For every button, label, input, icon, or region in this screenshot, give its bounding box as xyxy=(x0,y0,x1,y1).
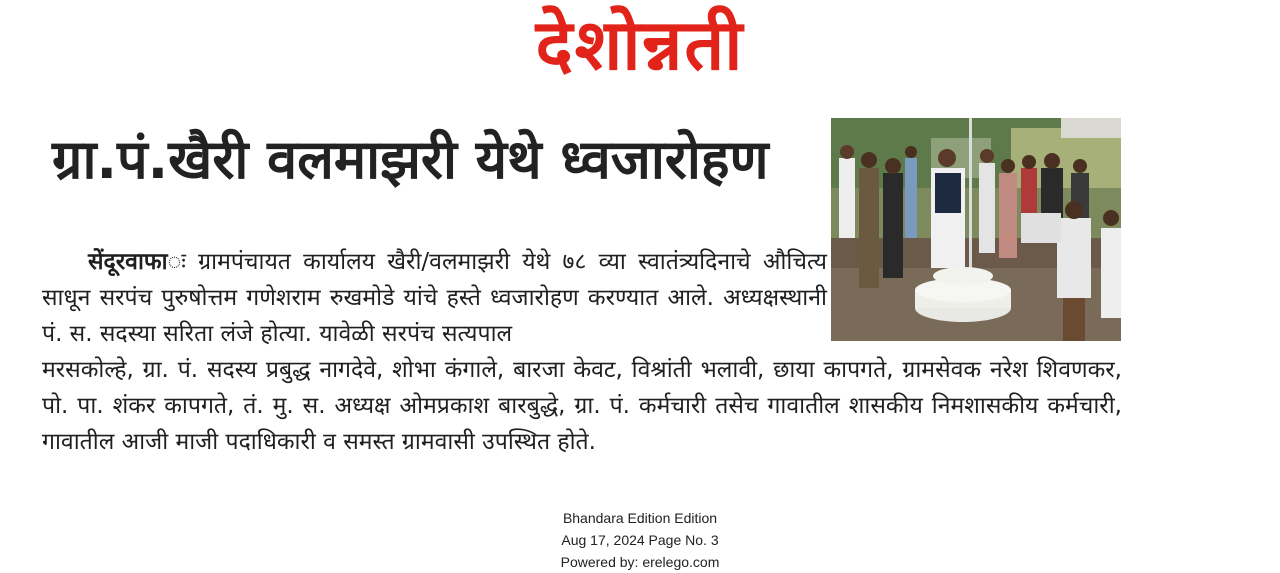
article-body-rest: मरसकोल्हे, ग्रा. पं. सदस्य प्रबुद्ध नागदेवे, शोभा कंगाले, बारजा केवट, विश्रांती भलावी, छाया कापगते, ग्रामसेवक नरेश शिवणकर, पो. पा. शंकर कापगते, तं. मु. स. अध्यक्ष ओमप्रकाश बारबुद्धे, ग्रा. पं. कर्मचारी तसेच गावातील शासकीय निमशासकीय कर्मचारी, गावातील आजी माजी पदाधिकारी व समस्त ग्रामवासी उपस्थित होते. xyxy=(42,357,1122,455)
page-footer xyxy=(440,507,840,573)
dateline-separator: ः xyxy=(167,249,199,275)
flag-hoisting-photo xyxy=(831,118,1121,341)
article-headline: ग्रा.पं.खैरी वलमाझरी येथे ध्वजारोहण xyxy=(52,128,769,191)
footer-edition: Bhandara Edition Edition xyxy=(562,510,718,526)
article-body-first: ग्रामपंचायत कार्यालय खैरी/वलमाझरी येथे ७८ व्या स्वातंत्र्यदिनाचे औचित्य साधून सरपंच पुरुषोत्तम गणेशराम रुखमोडे यांचे हस्ते ध्वजारोहण करण्यात आले. अध्यक्षस्थानी पं. स. सदस्या सरिता लंजे होत्या. यावेळी सरपंच सत्यपाल xyxy=(42,249,827,347)
article-dateline: सेंदूरवाफा xyxy=(88,249,168,275)
footer-date-page: Aug 17, 2024 Page No. 3 xyxy=(561,532,719,548)
article-body-lead xyxy=(42,244,827,352)
newspaper-logo: देशोन्नती xyxy=(535,4,745,86)
footer-powered-by: Powered by: erelego.com xyxy=(560,554,720,570)
